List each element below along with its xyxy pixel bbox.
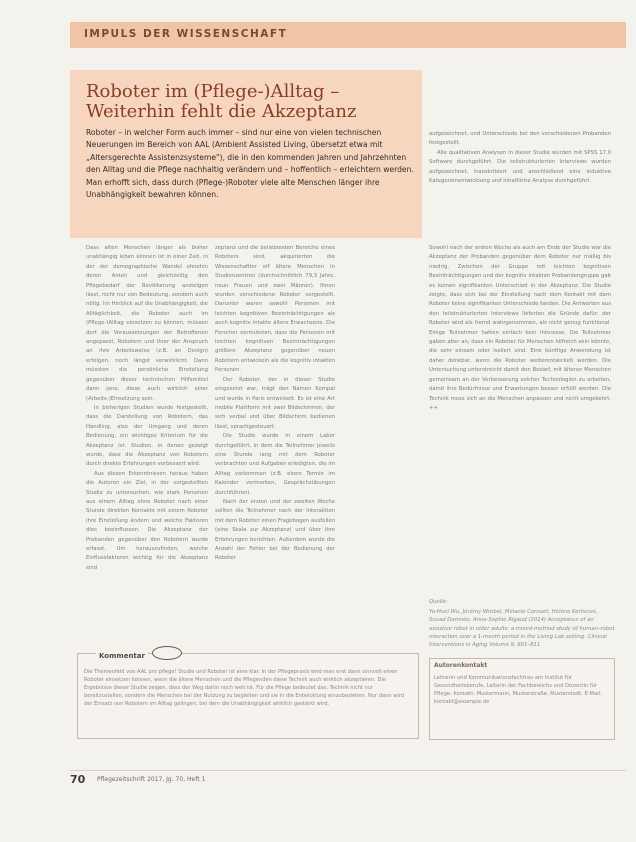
article-lead: Roboter – in welcher Form auch immer – sind nur eine von vielen technischen Neuerungen im Bereich von AAL (Ambient Assisted Living, übersetzt etwa mit „Altersgerechte Assistenzsysteme"), die in den kommenden Jahren und Jahrzehnten den Alltag und die Pflege nachhaltig verändern und – hoffentlich – erleichtern werden. Man erhofft sich, dass durch (Pflege-)Roboter viele alte Menschen länger ihre Unabhängigkeit bewahren können. bbox=[86, 128, 414, 200]
author-contact-title: Autorenkontakt bbox=[434, 662, 488, 669]
source-label: Quelle: bbox=[429, 599, 448, 605]
paragraph: Dass alten Menschen länger als bisher unabhängig leben können ist in einer Zeit, in der der demographische Wandel ohnehin deren Anteil und gleichzeitig den Pflegebedarf der Bevölkerung ansteigen lässt, nicht nur von Bedeutung, sondern auch nötig. Im Hinblick auf die Unabhängigkeit, die Alltäglichkeit, die Roboter auch im (Pflege-)Alltag einsetzen zu können, müssen dort die Voraussetzungen der Betroffenen angepasst, Robotern und ihrer der Anspruch an ihre Arbeitsweise (z.B. an Design) erfolgen, noch längst verwirklicht. Dann müssten die persönliche Einstellung gegenüber dieser technischen Hilfsmittel dann jene, diese auch wirklich einer (Arbeits-)Einsetzung sein. bbox=[86, 245, 208, 402]
comment-text: Die Themenfeld von AAL pro pflege! Studie und Roboter ist eine klar. In der Pflegepraxis wird man erst dann sinnvoll einen Roboter einsetzen können, wenn die ältere Menschen und die Pflegenden diese Technik auch wirklich akzeptieren. Die Ergebnisse dieser Studie zeigen, dass der Weg dahin noch weit ist. Für die Pflege bedeutet das, Technik nicht nur bereitzustellen, sondern die Menschen bei der Nutzung zu begleiten und sie in die Entwicklung einzubeziehen. Nur dann wird der Einsatz von Robotern im Alltag gelingen, bei dem die Unabhängigkeit wirklich gestärkt wird. bbox=[84, 669, 405, 708]
section-header-bar bbox=[70, 22, 626, 48]
page-number: 70 bbox=[70, 773, 86, 786]
paragraph: Der Roboter, der in dieser Studie eingesetzt war, trägt den Namen Kompaï und wurde in Paris entwickelt. Es ist eine Art mobile Plattform mit zwei Bildschirmen, der sich verbal und über Bildschirm bedienen lässt, sprachgesteuert. bbox=[215, 376, 335, 430]
body-column-3-top bbox=[429, 130, 611, 240]
comment-label: Kommentar bbox=[96, 652, 148, 660]
source-citation bbox=[429, 598, 615, 649]
body-column-3-bottom bbox=[429, 244, 611, 538]
paragraph: Nach der ersten und der zweiten Woche sollten die Teilnehmer nach der Interaktion mit dem Roboter einen Fragebogen ausfüllen (eine Skala zur Akzeptanz) und über ihre Erfahrungen berichten. Außerdem wurde die Anzahl der Fehler bei der Bedienung der Roboter bbox=[215, 498, 335, 562]
speech-bubble-icon bbox=[152, 646, 182, 660]
paragraph: Aus diesen Erkenntnissen heraus haben die Autoren ein Ziel, in der vorgestellten Studie zu untersuchen, wie stark Personen aus einem Alltag ohne Roboter nach einer Stunde direkten Kontakts mit einem Roboter ihre Einstellung ändern und welche Faktoren dies beeinflussen. Die Akzeptanz der Probanden gegenüber den Robotern wurde erfasst. Um herauszufinden, welche Einflussfaktoren wichtig für die Akzeptanz sind bbox=[86, 470, 208, 571]
section-kicker: IMPULS DER WISSENSCHAFT bbox=[84, 28, 288, 40]
source-text: Ya-Huei Wu, Jérémy Wrobel, Mélanie Cornuet, Hélène Kerhervé, Souad Damnée, Anne-Sophie Rigaud (2014) Acceptance of an assistive robot in older adults: a mixed-method study of human–robot interaction over a 1-month period in the Living Lab setting. Clinical Interventions in Aging Volume 9, 801–811 bbox=[429, 609, 615, 649]
paragraph: aufgezeichnet, und Unterschiede bei den verschiedenen Probanden festgestellt. bbox=[429, 131, 611, 147]
paragraph: Die Studie wurde in einem Labor durchgeführt, in dem die Teilnehmer jeweils eine Stunde lang mit dem Roboter verbrachten und Aufgaben erledigten, die im Alltag vorkommen (z.B. einen Termin im Kalender vermerken, Gesprächsübungen durchführen). bbox=[215, 433, 335, 496]
paragraph: Sowohl nach der ersten Woche als auch am Ende der Studie war die Akzeptanz der Probanden gegenüber dem Roboter nur mäßig bis niedrig. Zwischen der Gruppe mit leichten kognitiven Beeinträchtigungen und der kognitiv intakten Probandengruppe gab es keinen signifikanten Unterschied in der Akzeptanz. Die Studie zeigte, dass sich bei der Einstellung nach dem Kontakt mit dem Roboter keine signifikanten Unterschiede fanden. Die Antworten aus den teilstrukturierten Interviews lieferten die Gründe dafür: der Roboter wird als fremd wahrgenommen, als nicht genug funktional. Einige Teilnehmer hatten einfach kein Interesse. Die Teilnehmer gaben aber an, dass ein Roboter für Menschen hilfreich sein könnte, die sehr einsam oder isoliert sind. Eine künftige Anwendung ist daher denkbar, wenn die Roboter weiterentwickelt werden. Die Untersuchung unterstreicht damit den Bedarf, mit älteren Menschen gemeinsam an der Verbesserung solcher Technologien zu arbeiten, damit ihre Bedürfnisse und Erwartungen besser erfüllt werden. Die Technik muss sich an die Menschen anpassen und nicht umgekehrt. ++ bbox=[429, 245, 611, 411]
article-title: Roboter im (Pflege-)Alltag – Weiterhin fehlt die Akzeptanz bbox=[86, 81, 357, 122]
body-column-1 bbox=[86, 244, 208, 646]
author-contact-text: Lehrerin und Kommunikationsfachfrau am Institut für Gesundheitsberufe, Leiterin der Fachbereichs und Dozentin für Pflege. Kontakt: Mustermann, Musterstraße, Musterstadt. E-Mail: kontakt@example.de bbox=[434, 675, 602, 706]
paragraph: In bisherigen Studien wurde festgestellt, dass die Darstellung von Robotern, das Handling, also der Umgang und deren Bedienung, ein wichtiges Kriterium für die Akzeptanz ist. Studien, in denen gezeigt wurde, dass die Akzeptanz von Robotern durch direkte Erfahrungen verbessert wird. bbox=[86, 404, 208, 468]
journal-info: Pflegezeitschrift 2017, Jg. 70, Heft 1 bbox=[97, 776, 206, 783]
paragraph: Alle qualitativen Analysen in dieser Studie wurden mit SPSS 17.0 Software durchgeführt. Die teilstrukturierten Interviews wurden aufgezeichnet, transkribiert und anschließend eine induktive Kategorienentwicklung und inhaltliche Analyse durchgeführt. bbox=[429, 149, 611, 185]
footer-divider bbox=[70, 770, 626, 771]
body-column-2 bbox=[215, 244, 335, 646]
paragraph: zeptanz und die beliebtesten Bereiche eines Roboters sind, akquirierten die Wissenschaftler elf ältere Menschen in Studienzentren (durchschnittlich 79,3 Jahre, neun Frauen und zwei Männer). Ihnen wurden verschiedene Roboter vorgestellt. Darunter waren sowohl Personen mit leichten kognitiven Beeinträchtigungen als auch kognitiv intakte ältere Erwachsene. Die Forscher vermuteten, dass die Personen mit leichten kognitiven Beeinträchtigungen größere Akzeptanz gegenüber neuen Robotern entwickeln als die kognitiv intakten Personen. bbox=[215, 245, 335, 374]
